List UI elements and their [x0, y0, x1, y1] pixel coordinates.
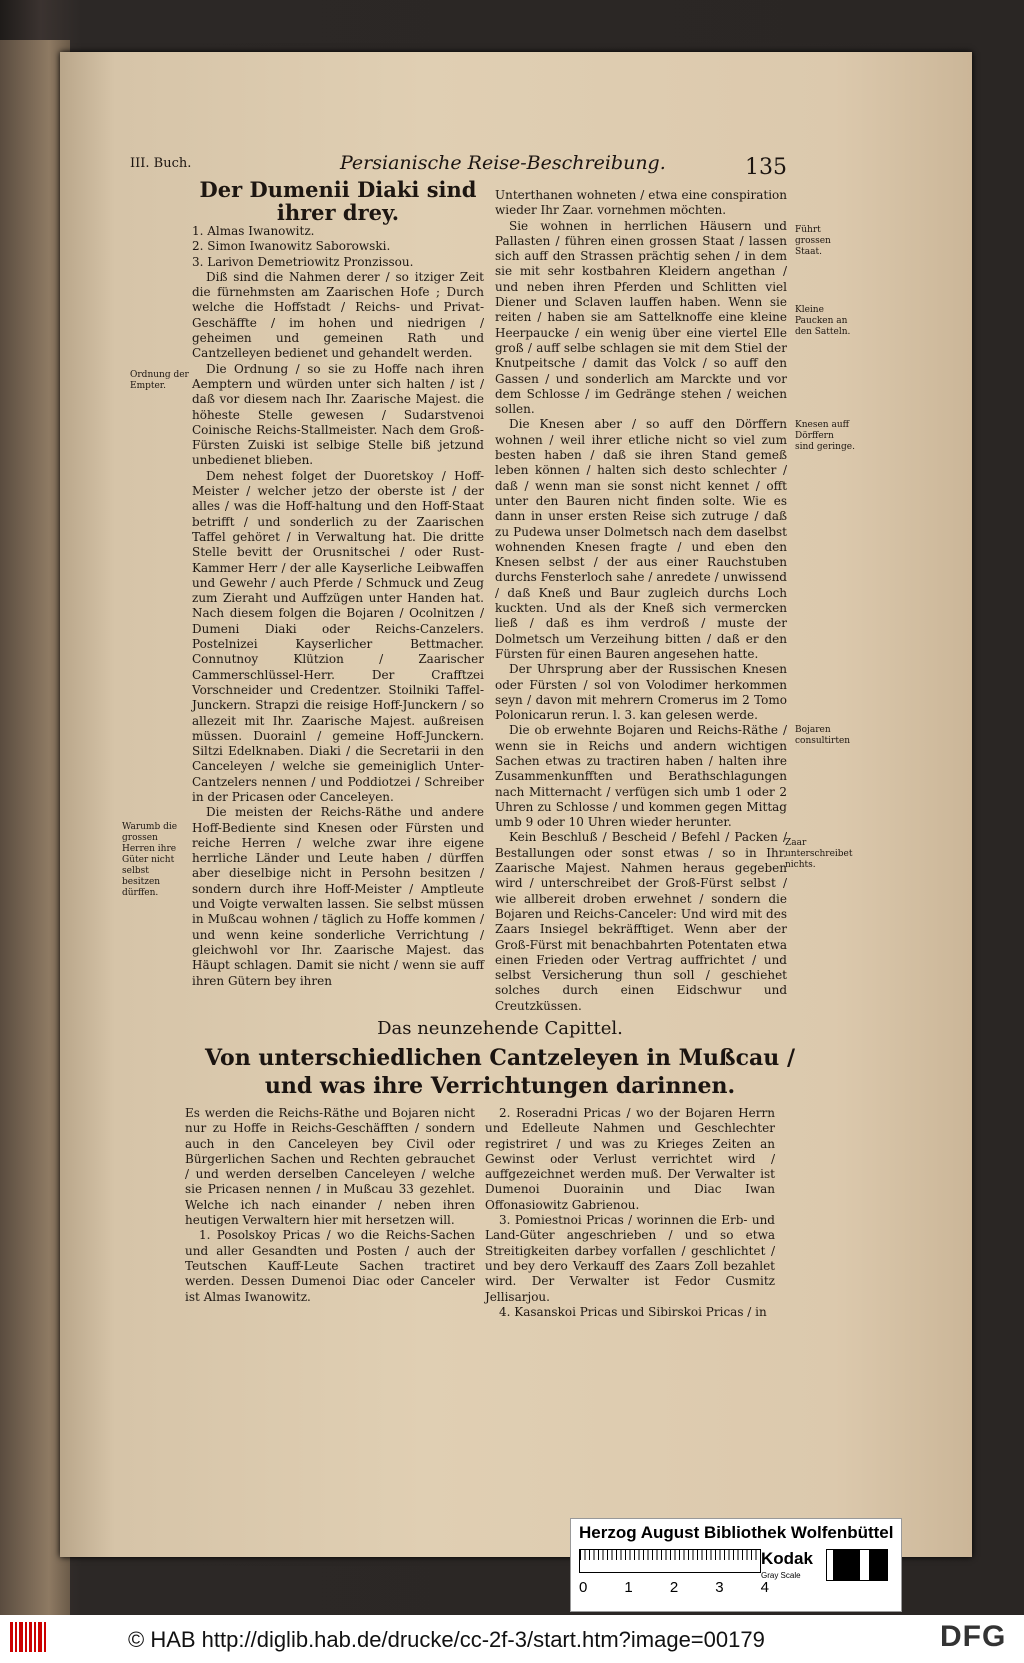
margin-note: Warumb die grossen Herren ihre Güter nicht selbst besitzen dürffen. — [122, 822, 178, 898]
paragraph: Es werden die Reichs-Räthe und Bojaren nicht nur zu Hoffe in Reichs-Geschäfften / sondern auch in den Canceleyen bey Civil oder Bürgerlichen Sachen und Rechten gebrauchet / und werden derselben Canceleyen / welche sie Pricasen nennen / in Mußcau 33 gezehlet. Welche ich nach einander / neben ihren heutigen Verwaltern hier mit hersetzen will. — [185, 1106, 475, 1228]
ruler-number: 4 — [760, 1579, 769, 1596]
diaki-list — [192, 224, 484, 270]
chapter-number: Das neunzehende Capittel. — [377, 1018, 623, 1039]
list-item: 2. Simon Iwanowitz Saborowski. — [192, 239, 391, 254]
list-item: 1. Almas Iwanowitz. — [192, 224, 315, 238]
margin-note: Zaar unterschreibet nichts. — [785, 838, 853, 870]
copyright-url[interactable]: © HAB http://diglib.hab.de/drucke/cc-2f-3/start.htm?image=00179 — [128, 1627, 765, 1652]
measure-ruler — [579, 1549, 761, 1573]
paragraph: 3. Pomiestnoi Pricas / worinnen die Erb- und Land-Güter angeschrieben / und so etwa Streitigkeiten darbey vorfallen / geschlichtet / und bey dero Verkauff des Zaars Zoll bezahlet wird. Der Verwalter ist Fedor Cusmitz Jellisarjou. — [485, 1213, 775, 1304]
paragraph: Diß sind die Nahmen derer / so itziger Zeit die fürnehmsten am Zaarischen Hofe ; Durch welche die Hoffstadt / Reichs- und Privat-Geschäffte / im hohen und niedrigen / geheimen und gemeinen Rath und Cantzelleyen bedienet und gehandelt werden. — [192, 269, 484, 361]
chapter-left-column — [185, 1106, 475, 1305]
paragraph: Der Uhrsprung aber der Russischen Knesen oder Fürsten / sol von Volodimer herkommen seyn / davon mit mehrern Cromerus im 2 Tomo Polonicarun rerun. l. 3. kan gelesen werde. — [495, 662, 787, 723]
paragraph: Die meisten der Reichs-Räthe und andere Hoff-Bediente sind Knesen oder Fürsten und reiche Herren / welche zwar ihre eigene herrliche Länder und Leute haben / dürffen aber dieselbige nicht in Persohn besitzen / sondern durch ihre Hoff-Meister / Amptleute und Voigte verwalten lassen. Sie selbst müssen in Mußcau wohnen / täglich zu Hoffe kommen / und wenn keine sonderliche Verrichtung / gleichwohl vor Ihr. Zaarische Majest. das Häupt schlagen. Damit sie nicht / wenn sie auff ihren Gütern bey ihren — [192, 805, 484, 988]
library-name: Herzog August Bibliothek Wolfenbüttel — [579, 1523, 894, 1542]
paragraph: Die Ordnung / so sie zu Hoffe nach ihren Aemptern und würden unter sich halten / ist / daß vor diesem nach Ihr. Zaarische Majest. die höheste Stelle gewesen / Sudarstvenoi Coinische Reichs-Stallmeister. Nach dem Groß-Fürsten Zuiski ist selbige Stelle biß jetzund unbedienet blieben. — [192, 361, 484, 468]
paragraph: 1. Posolskoy Pricas / wo die Reichs-Sachen und aller Gesandten und Posten / auch der Teutschen Kauff-Leute Sachen tractiret werden. Dessen Dumenoi Diac oder Canceler ist Almas Iwanowitz. — [185, 1228, 475, 1304]
paragraph: 2. Roseradni Pricas / wo der Bojaren Herrn und Edelleute Nahmen und Geschlechter registriret / und was zu Krieges Zeiten an Gewinst oder Verlust verrichtet wird / auffgezeichnet werden muß. Der Verwalter ist Dumenoi Duorainin und Diac Iwan Offonasiowitz Gabrienou. — [485, 1106, 775, 1212]
page-number: 135 — [745, 155, 787, 180]
paragraph: Dem nehest folget der Duoretskoy / Hoff-Meister / welcher jetzo der oberste ist / der alles / was die Hoff-haltung und den Hoff-Staat betrifft / und sonderlich zu der Zaarischen Taffel gehöret / in Verwaltung hat. Die dritte Stelle bevitt der Orusnitschei / oder Rust-Kammer Herr / der alle Kayserliche Leibwaffen und Gewehr / auch Pferde / Schmuck und Zeug zum Zieraht und Auffzügen unter Handen hat. Nach diesem folgen die Bojaren / Ocolnitzen / Dumeni Diaki oder Reichs-Canzelers. Postelnizei Kayserlicher Bettmacher. Connutnoy Klützion / Zaarischer Cammerschlüssel-Herr. Der Crafftzei Vorschneider und Credentzer. Stoilniki Taffel-Junckern. Strapzi die reisige Hoff-Junckern / so allezeit mit Ihr. Zaarische Majest. außreisen müssen. Duorainl / gemeine Hoff-Junckern. Siltzi Edelknaben. Diaki / die Secretarii in den Canceleyen / welche sie gemeiniglich Unter-Cantzelers nennen / und Poddiotzei / Schreiber in der Pricasen oder Canceleyen. — [192, 468, 484, 804]
paragraph: Sie wohnen in herrlichen Häusern und Pallasten / führen einen grossen Staat / lassen sich auff den Strassen prächtig sehen / in dem sie mit sehr kostbahren Kleidern angethan / und neben ihren Pferden und Schlitten viel Diener und Sclaven lauffen haben. Wenn sie reiten / haben sie am Sattelknoffe eine kleine Heerpaucke / ein wenig über eine viertel Elle groß / auff selbe schlagen sie mit dem Stiel der Knutpeitsche / damit das Volck / so auff den Gassen / und sonderlich am Marckte und vor dem Schlosse / im Gedränge stehen / weichen sollen. — [495, 218, 787, 417]
paragraph: Die Knesen aber / so auff den Dörffern wohnen / weil ihrer etliche nicht so viel zum besten haben / daß sie ihren Stand gemeß leben können / halten sich desto schlechter / daß / wenn man sie sonst nicht kennet / offt unter den Bauren nicht finden solte. Wie es dann in unser ersten Reise sich zutruge / daß zu Pudewa unser Dolmetsch nach dem daselbst wohnenden Knesen fragte / und eben den Knesen selbst / der aus einer Rauchstuben durchs Fensterloch sahe / anredete / unwissend / daß Kneß und Baur zugleich durchs Loch kuckten. Und als der Kneß sich vermercken ließ / daß es ihm verdroß / muste der Dolmetsch um Verzeihung bitten / daß er den Fürsten für einen Bauren angesehen hatte. — [495, 417, 787, 661]
chapter-title: Von unterschiedlichen Cantzeleyen in Mußcau / und was ihre Verrichtungen darinnen. — [204, 1045, 795, 1099]
margin-note: Führt grossen Staat. — [795, 225, 831, 257]
paragraph: 4. Kasanskoi Pricas und Sibirskoi Pricas / in — [499, 1304, 767, 1319]
paragraph: Kein Beschluß / Bescheid / Befehl / Packen / Bestallungen oder sonst etwas / so in Ihr. Zaarische Majest. Nahmen heraus gegeben wird / unterschreibet der Groß-Fürst selbst / wie allbereit droben erwehnet / sondern die Bojaren und Reichs-Canceler: Und wird mit des Zaars Insiegel bekräfftiget. Wenn aber der Groß-Fürst mit benachbahrten Potentaten etwa einen Frieden oder Vertrag auffrichtet / und selbst Versicherung thun soll / geschiehet solches durch einen Eidschwur und Creutzküssen. — [495, 830, 787, 1013]
paragraph: Unterthanen wohneten / etwa eine conspiration wieder Ihr Zaar. vornehmen möchten. — [495, 188, 787, 218]
section-heading: Der Dumenii Diaki sind ihrer drey. — [199, 177, 477, 225]
margin-note: Ordnung der Empter. — [130, 370, 189, 391]
running-title: Persianische Reise-Beschreibung. — [340, 152, 666, 174]
ruler-numbers — [579, 1579, 769, 1596]
ruler-number: 1 — [624, 1579, 633, 1596]
book-label: III. Buch. — [130, 156, 192, 171]
margin-note: Kleine Paucken an den Satteln. — [795, 305, 851, 337]
left-column — [192, 178, 484, 989]
margin-note: Bojaren consultirten — [795, 725, 851, 746]
ruler-number: 0 — [579, 1579, 588, 1596]
dfg-logo: DFG — [940, 1620, 1007, 1653]
gray-scale-label: Gray Scale — [761, 1571, 801, 1580]
gray-scale-patch — [826, 1549, 888, 1581]
list-item: 3. Larivon Demetriowitz Pronzissou. — [192, 254, 414, 269]
ruler-number: 3 — [715, 1579, 724, 1596]
right-column — [495, 188, 787, 1014]
kodak-label: Kodak — [761, 1549, 813, 1568]
barcode-icon — [10, 1622, 50, 1652]
paragraph: Die ob erwehnte Bojaren und Reichs-Räthe / wenn sie in Reichs und andern wichtigen Sachen etwas zu tractiren haben / halten ihre Zusammenkunfften und Berathschlagungen nach Mitternacht / verfügen sich umb 1 oder 2 Uhren zu Schlosse / und kommen gegen Mittag umb 9 oder 10 Uhren wieder herunter. — [495, 723, 787, 830]
ruler-number: 2 — [669, 1579, 679, 1596]
library-scale-card — [570, 1518, 902, 1612]
chapter-right-column — [485, 1106, 775, 1320]
margin-note: Knesen auff Dörffern sind geringe. — [795, 420, 855, 452]
